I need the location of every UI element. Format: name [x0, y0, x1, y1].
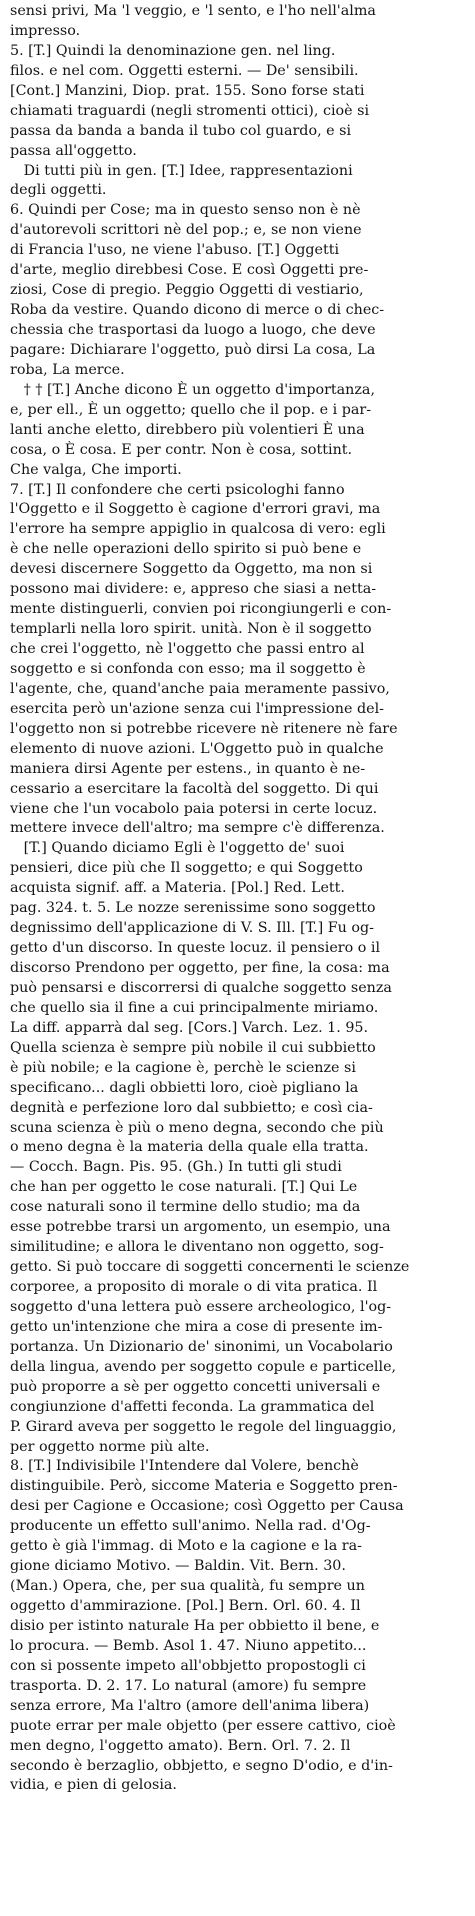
text-line: desi per Cagione e Occasione; così Oggetto per Causa	[10, 1498, 404, 1515]
text-line: è che nelle operazioni dello spirito si può bene e	[10, 541, 362, 558]
text-line: Quella scienza è sempre più nobile il cui subbietto	[10, 1039, 376, 1056]
text-line: trasporta. D. 2. 17. Lo natural (amore) fu sempre	[10, 1677, 367, 1694]
text-line: e, per ell., È un oggetto; quello che il pop. e i par-	[10, 401, 372, 418]
text-line: cessario a esercitare la facoltà del soggetto. Di qui	[10, 780, 379, 797]
text-line: getto un'intenzione che mira a cose di presente im-	[10, 1318, 383, 1335]
text-line: d'autorevoli scrittori nè del pop.; e, se non viene	[10, 222, 362, 239]
text-line: oggetto d'ammirazione. [Pol.] Bern. Orl. 60. 4. Il	[10, 1598, 361, 1614]
text-line: sensi privi, Ma 'l veggio, e 'l sento, e l'ho nell'alma	[10, 3, 376, 19]
text-line: discorso Prendono per oggetto, per fine, la cosa: ma	[10, 960, 390, 976]
text-line: soggetto d'una lettera può essere archeologico, l'og-	[10, 1298, 392, 1315]
text-line: producente un effetto sull'animo. Nella rad. d'Og-	[10, 1518, 371, 1535]
entry-text-column	[10, 2, 465, 1796]
text-line: lanti anche eletto, direbbero più volentieri È una	[10, 421, 365, 438]
text-line: La diff. apparrà dal seg. [Cors.] Varch. Lez. 1. 95.	[10, 1019, 369, 1036]
text-line: acquista signif. aff. a Materia. [Pol.] Red. Lett.	[10, 880, 345, 897]
text-line: portanza. Un Dizionario de' sinonimi, un Vocabolario	[10, 1338, 393, 1355]
text-line: 7. [T.] Il confondere che certi psicologhi fanno	[10, 481, 345, 498]
text-line: congiunzione d'affetti feconda. La grammatica del	[10, 1398, 375, 1415]
text-line: chessia che trasportasi da luogo a luogo, che deve	[10, 322, 376, 338]
text-line: che han per oggetto le cose naturali. [T.] Qui Le	[10, 1179, 358, 1196]
text-line: mettere invece dell'altro; ma sempre c'è differenza.	[10, 820, 385, 837]
text-line: con si possente impeto all'obbjetto propostogli ci	[10, 1657, 366, 1674]
text-line: degnissimo dell'applicazione di V. S. Ill. [T.] Fu og-	[10, 920, 374, 937]
text-line: possono mai dividere: e, appreso che siasi a netta-	[10, 581, 377, 598]
text-line: men degno, l'oggetto amato). Bern. Orl. 7. 2. Il	[10, 1737, 351, 1754]
text-line: secondo è berzaglio, obbjetto, e segno D'odio, e d'in-	[10, 1757, 393, 1774]
text-line: esse potrebbe trarsi un argomento, un esempio, una	[10, 1219, 391, 1236]
text-line: similitudine; e allora le diventano non oggetto, sog-	[10, 1239, 384, 1256]
text-line: soggetto e si confonda con esso; ma il soggetto è	[10, 660, 366, 677]
text-line: maniera dirsi Agente per estens., in quanto è ne-	[10, 760, 366, 777]
text-line: della lingua, avendo per soggetto copule e particelle,	[10, 1358, 397, 1375]
text-line: è più nobile; e la cagione è, perchè le scienze si	[10, 1059, 356, 1076]
text-line: che crei l'oggetto, nè l'oggetto che passi entro al	[10, 641, 365, 657]
text-line: 8. [T.] Indivisibile l'Intendere dal Volere, benchè	[10, 1458, 359, 1475]
text-line: l'Oggetto e il Soggetto è cagione d'errori gravi, ma	[10, 501, 381, 518]
text-line: ziosi, Cose di pregio. Peggio Oggetti di vestiario,	[10, 282, 364, 299]
text-line: passa da banda a banda il tubo col guardo, e si	[10, 122, 352, 139]
text-line: cose naturali sono il termine dello studio; ma da	[10, 1199, 361, 1216]
text-line: getto. Si può toccare di soggetti concernenti le scienze	[10, 1259, 410, 1276]
text-line: getto è già l'immag. di Moto e la cagione e la ra-	[10, 1538, 362, 1555]
text-line: roba, La merce.	[10, 361, 125, 378]
text-line: lo procura. — Bemb. Asol 1. 47. Niuno appetito...	[10, 1637, 367, 1654]
text-line: corporee, a proposito di morale o di vita pratica. Il	[10, 1279, 378, 1295]
text-line: degnità e perfezione loro dal subbietto; e così cia-	[10, 1099, 373, 1116]
text-line: filos. e nel com. Oggetti esterni. — De' sensibili.	[10, 62, 359, 79]
text-line: templarli nella loro spirit. unità. Non è il soggetto	[10, 621, 372, 638]
text-line: pensieri, dice più che Il soggetto; e qui Soggetto	[10, 860, 363, 877]
text-line: pagare: Dichiarare l'oggetto, può dirsi La cosa, La	[10, 341, 376, 358]
text-line: 5. [T.] Quindi la denominazione gen. nel ling.	[10, 42, 336, 59]
text-line: di Francia l'uso, ne viene l'abuso. [T.] Oggetti	[10, 242, 340, 259]
text-line: [Cont.] Manzini, Diop. prat. 155. Sono forse stati	[10, 82, 365, 99]
text-line: [T.] Quando diciamo Egli è l'oggetto de' suoi	[10, 840, 345, 857]
text-line: per oggetto norme più alte.	[10, 1438, 210, 1455]
text-line: pag. 324. t. 5. Le nozze serenissime sono soggetto	[10, 900, 376, 917]
text-line: getto d'un discorso. In queste locuz. il pensiero o il	[10, 940, 381, 957]
text-line: l'agente, che, quand'anche paia meramente passivo,	[10, 680, 390, 697]
text-line: Che valga, Che importi.	[10, 461, 182, 478]
text-line: viene che l'un vocabolo paia potersi in certe locuz.	[10, 800, 378, 817]
text-line: esercita però un'azione senza cui l'impressione del-	[10, 700, 384, 717]
text-line: chiamati traguardi (negli stromenti ottici), cioè si	[10, 102, 370, 119]
text-line: impresso.	[10, 22, 81, 39]
text-line: degli oggetti.	[10, 182, 107, 199]
text-line: Di tutti più in gen. [T.] Idee, rappresentazioni	[10, 162, 353, 179]
text-line: cosa, o È cosa. E per contr. Non è cosa, sottint.	[10, 441, 353, 458]
text-line: † † [T.] Anche dicono È un oggetto d'importanza,	[10, 381, 375, 398]
text-line: elemento di nuove azioni. L'Oggetto può in qualche	[10, 740, 384, 757]
text-line: puote errar per male objetto (per essere cattivo, cioè	[10, 1717, 396, 1734]
text-line: scuna scienza è più o meno degna, secondo che più	[10, 1119, 384, 1136]
text-line: (Man.) Opera, che, per sua qualità, fu sempre un	[10, 1578, 365, 1595]
text-line: d'arte, meglio direbbesi Cose. E così Oggetti pre-	[10, 262, 369, 279]
text-line: gione diciamo Motivo. — Baldin. Vit. Bern. 30.	[10, 1558, 346, 1575]
text-line: — Cocch. Bagn. Pis. 95. (Gh.) In tutti gli studi	[10, 1159, 342, 1176]
text-line: P. Girard aveva per soggetto le regole del linguaggio,	[10, 1418, 397, 1435]
text-line: mente distinguerli, convien poi ricongiungerli e con-	[10, 601, 392, 618]
text-line: può pensarsi e discorrersi di qualche soggetto senza	[10, 979, 392, 996]
text-line: l'errore ha sempre appiglio in qualcosa di vero: egli	[10, 521, 386, 538]
text-line: che quello sia il fine a cui principalmente miriamo.	[10, 999, 379, 1016]
text-line: distinguibile. Però, siccome Materia e Soggetto pren-	[10, 1478, 398, 1495]
text-line: devesi discernere Soggetto da Oggetto, ma non si	[10, 561, 373, 578]
text-line: l'oggetto non si potrebbe ricevere nè ritenere nè fare	[10, 720, 398, 737]
text-line: può proporre a sè per oggetto concetti universali e	[10, 1378, 381, 1395]
text-line: passa all'oggetto.	[10, 142, 137, 159]
text-line: disio per istinto naturale Ha per obbietto il bene, e	[10, 1617, 380, 1634]
text-line: specificano... dagli obbietti loro, cioè pigliano la	[10, 1079, 359, 1096]
text-line: vidia, e pien di gelosia.	[10, 1777, 177, 1794]
text-line: senza errore, Ma l'altro (amore dell'anima libera)	[10, 1697, 370, 1714]
text-line: 6. Quindi per Cose; ma in questo senso non è nè	[10, 202, 361, 219]
text-line: o meno degna è la materia della quale ella tratta.	[10, 1139, 369, 1156]
text-line: Roba da vestire. Quando dicono di merce o di chec-	[10, 302, 385, 319]
